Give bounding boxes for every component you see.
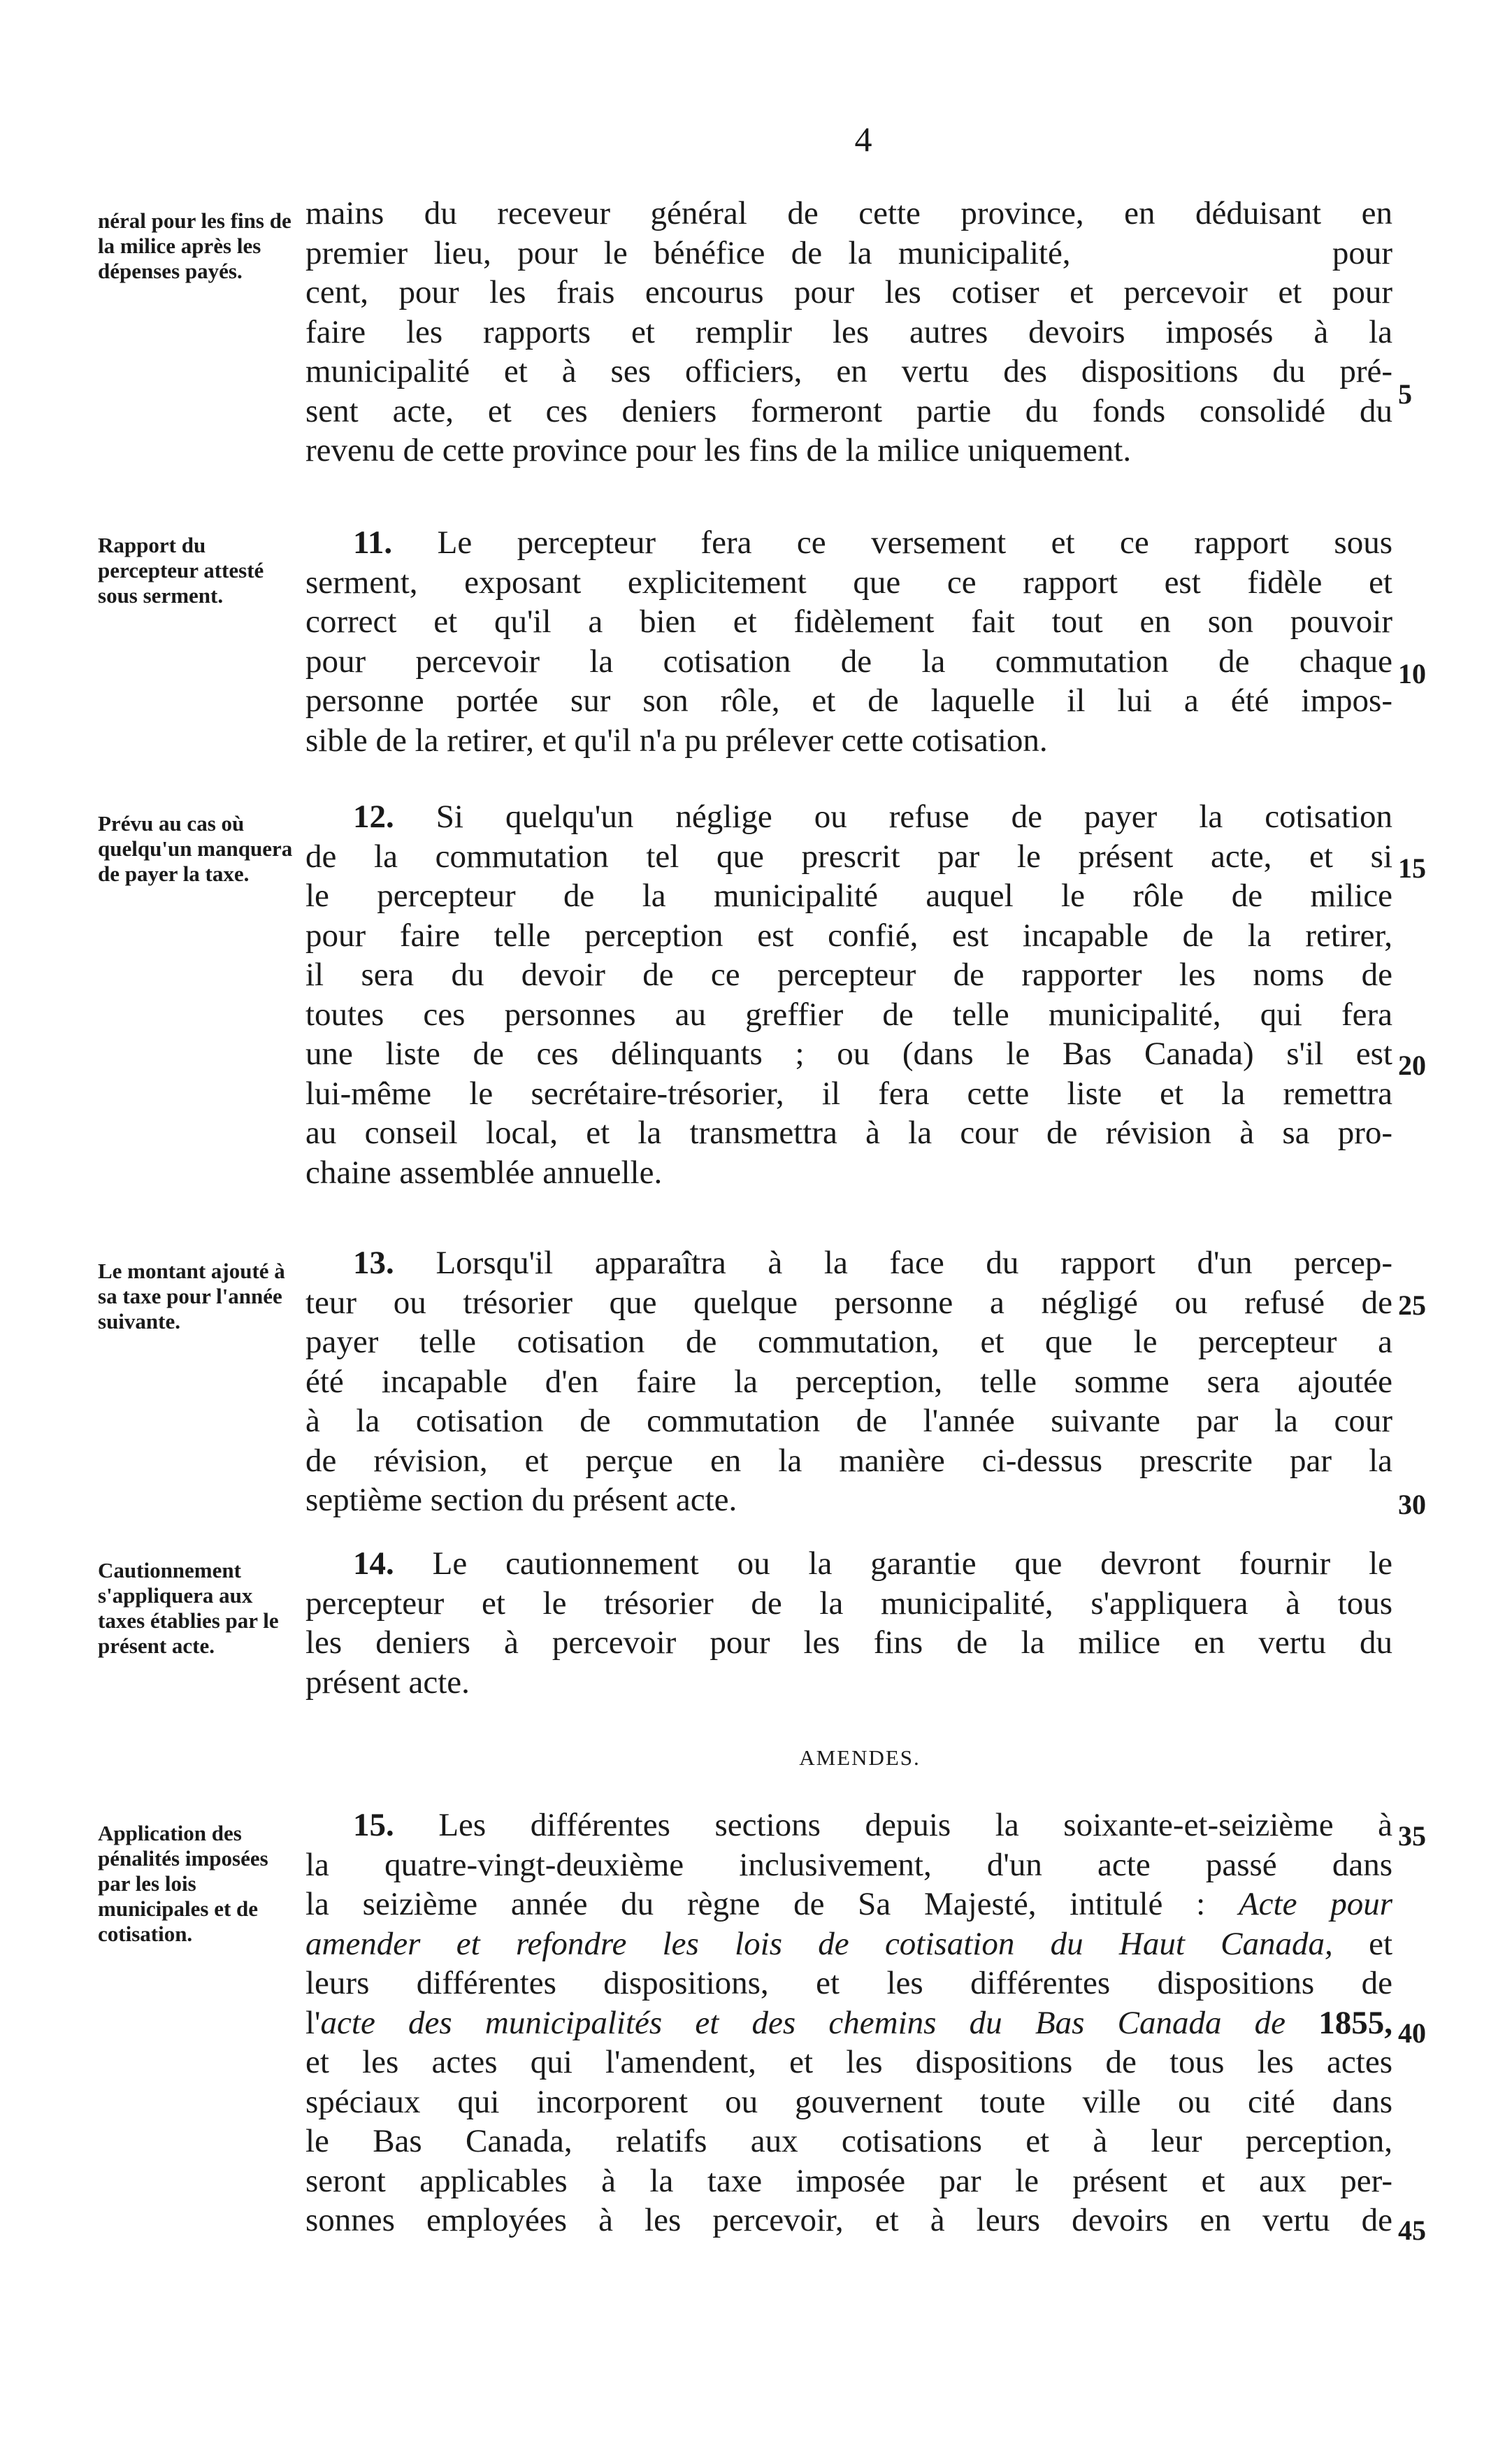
text-line: et les actes qui l'amendent, et les dispositions de tous les actes [305,2044,1392,2080]
text-line: mains du receveur général de cette province, en déduisant en [305,195,1392,231]
line-number: 15 [1398,852,1426,884]
text-line: le Bas Canada, relatifs aux cotisations et à leur perception, [305,2123,1392,2159]
margin-note-s11: Rapport du percepteur attesté sous serment. [98,533,264,608]
line-number: 40 [1398,2017,1426,2049]
page-number: 4 [854,120,872,159]
section-14-text [305,1544,1392,1702]
margin-note-s10: néral pour les fins de la milice après les dépenses payés. [98,208,291,283]
section-15-text [305,1805,1392,2240]
text-line [305,1884,1392,1924]
text-line [305,797,1392,837]
text-line [305,1924,1392,1964]
line-number: 5 [1398,378,1412,410]
text-line: une liste de ces délinquants ; ou (dans le Bas Canada) s'il est [305,1036,1392,1072]
line-number: 35 [1398,1820,1426,1852]
text-line: serment, exposant explicitement que ce rapport est fidèle et [305,564,1392,601]
text-run: Le cautionnement ou la garantie que devront fournir le [432,1545,1392,1582]
text-line [305,1805,1392,1845]
italic-title: acte des municipalités et des chemins du Bas Canada de [320,2004,1286,2041]
text-line: seront applicables à la taxe imposée par le présent et aux per- [305,2162,1392,2199]
text-line: les deniers à percevoir pour les fins de la milice en vertu du [305,1624,1392,1661]
text-line: municipalité et à ses officiers, en vertu des dispositions du pré- [305,353,1392,389]
text-run: et [1369,1925,1392,1962]
line-number: 45 [1398,2215,1426,2246]
text-line: sible de la retirer, et qu'il n'a pu prélever cette cotisation. [305,722,1048,759]
section-number: 14. [353,1545,394,1582]
text-line: le percepteur de la municipalité auquel le rôle de milice [305,878,1392,914]
text-line: présent acte. [305,1664,470,1701]
line-number: 30 [1398,1489,1426,1520]
text-line: revenu de cette province pour les fins de la milice uniquement. [305,432,1132,469]
text-line: il sera du devoir de ce percepteur de rapporter les noms de [305,957,1392,993]
text-line: lui-même le secrétaire-trésorier, il fera cette liste et la remettra [305,1075,1392,1112]
section-number: 12. [353,799,394,835]
italic-title: Acte pour [1238,1886,1393,1922]
line-number: 10 [1398,658,1426,689]
text-line: au conseil local, et la transmettra à la cour de révision à sa pro- [305,1115,1392,1151]
text-line: spéciaux qui incorporent ou gouvernent toute ville ou cité dans [305,2083,1392,2120]
text-line: de révision, et perçue en la manière ci-dessus prescrite par la [305,1442,1392,1479]
text-line: sent acte, et ces deniers formeront partie du fonds consolidé du [305,392,1392,429]
text-line [305,1544,1392,1584]
text-run: Les différentes sections depuis la soixante-et-seizième à [438,1807,1393,1843]
margin-note-s15: Application des pénalités imposées par les lois municipales et de cotisation. [98,1821,268,1946]
line-number: 20 [1398,1050,1426,1081]
margin-note-s13: Le montant ajouté à sa taxe pour l'année suivante. [98,1259,285,1333]
section-heading-amendes: AMENDES. [799,1745,921,1770]
text-line: sonnes employées à les percevoir, et à leurs devoirs en vertu de [305,2202,1392,2238]
text-line: de la commutation tel que prescrit par le présent acte, et si [305,838,1392,875]
text-line [305,523,1392,563]
text-line: chaine assemblée annuelle. [305,1154,663,1191]
italic-title: amender et refondre les lois de cotisation du Haut Canada, [305,1925,1333,1962]
text-line: pour percevoir la cotisation de la commutation de chaque [305,643,1392,680]
section-10-text [305,194,1392,471]
margin-note-s14: Cautionnement s'appliquera aux taxes établies par le présent acte. [98,1558,279,1658]
text-line [305,2003,1392,2043]
text-run: Si quelqu'un néglige ou refuse de payer la cotisation [435,799,1392,835]
section-13-text [305,1243,1392,1520]
text-line: percepteur et le trésorier de la municipalité, s'appliquera à tous [305,1585,1392,1622]
text-line: faire les rapports et remplir les autres devoirs imposés à la [305,313,1392,350]
section-number: 15. [353,1807,394,1843]
text-line: personne portée sur son rôle, et de laquelle il lui a été impos- [305,682,1392,719]
section-number: 11. [353,524,393,561]
text-line: la quatre-vingt-deuxième inclusivement, d'un acte passé dans [305,1846,1392,1883]
section-11-text [305,523,1392,760]
text-run: la seizième année du règne de Sa Majesté, intitulé : [305,1886,1206,1922]
text-line: toutes ces personnes au greffier de telle municipalité, qui fera [305,996,1392,1033]
text-line: à la cotisation de commutation de l'année suivante par la cour [305,1403,1392,1439]
section-number: 13. [353,1245,394,1281]
text-line: été incapable d'en faire la perception, telle somme sera ajoutée [305,1363,1392,1400]
text-line: leurs différentes dispositions, et les différentes dispositions de [305,1965,1392,2001]
text-run: l' [305,2004,321,2041]
text-line: teur ou trésorier que quelque personne a négligé ou refusé de [305,1284,1392,1321]
text-run: Le percepteur fera ce versement et ce rapport sous [437,524,1392,561]
text-line: pour faire telle perception est confié, est incapable de la retirer, [305,917,1392,954]
text-run: 1855, [1318,2004,1393,2041]
text-line: premier lieu, pour le bénéfice de la municipalité, pour [305,234,1392,271]
margin-note-s12: Prévu au cas où quelqu'un manquera de payer la taxe. [98,811,293,886]
text-line [305,1243,1392,1283]
text-run: Lorsqu'il apparaîtra à la face du rapport d'un percep- [435,1245,1393,1281]
text-line: correct et qu'il a bien et fidèlement fait tout en son pouvoir [305,603,1392,640]
line-number: 25 [1398,1289,1426,1321]
text-line: septième section du présent acte. [305,1482,737,1518]
section-12-text [305,797,1392,1192]
text-line: cent, pour les frais encourus pour les cotiser et percevoir et pour [305,274,1392,310]
text-line: payer telle cotisation de commutation, et que le percepteur a [305,1324,1392,1360]
